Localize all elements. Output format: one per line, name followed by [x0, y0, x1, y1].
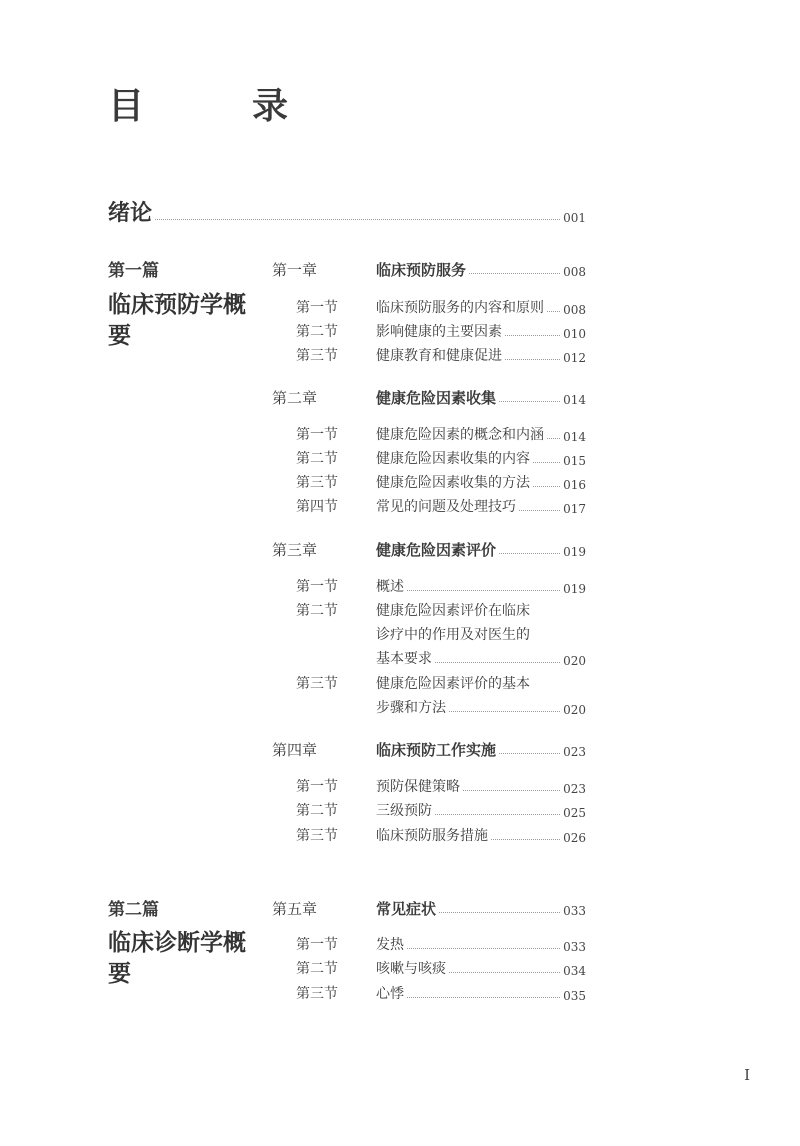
section-label: 第三节 [296, 828, 338, 844]
section-label: 第三节 [296, 986, 338, 1002]
toc-entry-chapter[interactable] [376, 386, 586, 410]
chapter-label: 第四章 [272, 741, 318, 759]
toc-entry-section[interactable] [376, 296, 586, 320]
entry-title: 常见症状 [376, 900, 437, 918]
page-number: 020 [563, 703, 586, 717]
entry-title-line: 诊疗中的作用及对医生的 [376, 627, 530, 643]
entry-title: 临床预防工作实施 [376, 741, 497, 759]
entry-title: 临床预防服务的内容和原则 [376, 300, 544, 316]
page-number: 010 [563, 327, 586, 341]
toc-entry-section[interactable] [376, 982, 586, 1006]
section-label: 第二节 [296, 603, 338, 619]
part-label: 第二篇 [108, 900, 159, 920]
page-number: 020 [563, 654, 586, 668]
dot-leader [491, 839, 560, 840]
page-number: 001 [563, 211, 586, 225]
toc-entry-chapter[interactable] [376, 258, 586, 282]
toc-entry-section[interactable] [376, 775, 586, 799]
page-title: 目 录 [108, 85, 325, 127]
page-number: 033 [563, 940, 586, 954]
section-label: 第四节 [296, 499, 338, 515]
toc-entry-section[interactable] [376, 495, 586, 519]
toc-entry-chapter[interactable] [376, 538, 586, 562]
chapter-label: 第五章 [272, 900, 318, 918]
dot-leader [449, 972, 560, 973]
section-label: 第三节 [296, 348, 338, 364]
entry-title: 预防保健策略 [376, 779, 460, 795]
toc-entry-chapter[interactable] [376, 897, 586, 921]
toc-entry-section[interactable] [376, 933, 586, 957]
chapter-label: 第一章 [272, 261, 318, 279]
page-number: 014 [563, 393, 586, 407]
section-label: 第一节 [296, 579, 338, 595]
entry-title: 健康危险因素评价 [376, 541, 497, 559]
entry-title: 步骤和方法 [376, 700, 446, 716]
page-number: 012 [563, 351, 586, 365]
toc-entry-section[interactable] [376, 696, 586, 720]
dot-leader [435, 814, 560, 815]
page-number: 016 [563, 478, 586, 492]
section-label: 第一节 [296, 779, 338, 795]
entry-title: 绪论 [108, 200, 153, 226]
entry-title: 健康教育和健康促进 [376, 348, 502, 364]
section-label: 第二节 [296, 961, 338, 977]
entry-title-line: 健康危险因素评价在临床 [376, 603, 530, 619]
section-label: 第一节 [296, 937, 338, 953]
chapter-label: 第三章 [272, 541, 318, 559]
entry-title: 健康危险因素收集 [376, 389, 497, 407]
part-label: 第一篇 [108, 261, 159, 281]
page-number: 023 [563, 745, 586, 759]
page-number: 035 [563, 989, 586, 1003]
page-number: 023 [563, 782, 586, 796]
toc-entry-section[interactable] [376, 471, 586, 495]
entry-title: 三级预防 [376, 803, 432, 819]
page-number: 026 [563, 831, 586, 845]
entry-title-line: 健康危险因素评价的基本 [376, 676, 530, 692]
dot-leader [547, 311, 560, 312]
entry-title: 健康危险因素收集的方法 [376, 475, 530, 491]
page-number: 025 [563, 806, 586, 820]
entry-title: 健康危险因素的概念和内涵 [376, 427, 544, 443]
dot-leader [499, 553, 560, 554]
dot-leader [155, 219, 560, 220]
entry-title: 健康危险因素收集的内容 [376, 451, 530, 467]
page-number: 019 [563, 582, 586, 596]
dot-leader [449, 711, 560, 712]
dot-leader [435, 662, 560, 663]
page-folio: I [744, 1066, 750, 1084]
dot-leader [533, 462, 560, 463]
toc-entry-section[interactable] [376, 824, 586, 848]
dot-leader [439, 912, 560, 913]
dot-leader [547, 438, 560, 439]
entry-title: 咳嗽与咳痰 [376, 961, 446, 977]
toc-entry-section[interactable] [376, 447, 586, 471]
section-label: 第二节 [296, 803, 338, 819]
toc-entry-intro[interactable] [108, 198, 586, 228]
dot-leader [407, 590, 560, 591]
dot-leader [499, 401, 560, 402]
entry-title: 心悸 [376, 986, 404, 1002]
section-label: 第二节 [296, 451, 338, 467]
part-name: 临床诊断学概要 [108, 929, 246, 987]
dot-leader [407, 997, 560, 998]
dot-leader [469, 273, 560, 274]
page-number: 017 [563, 502, 586, 516]
entry-title: 发热 [376, 937, 404, 953]
toc-entry-section[interactable] [376, 575, 586, 599]
dot-leader [463, 790, 560, 791]
dot-leader [533, 486, 560, 487]
page-number: 014 [563, 430, 586, 444]
toc-entry-section[interactable] [376, 320, 586, 344]
dot-leader [499, 753, 560, 754]
section-label: 第三节 [296, 475, 338, 491]
toc-entry-section[interactable] [376, 647, 586, 671]
dot-leader [519, 510, 560, 511]
page-number: 034 [563, 964, 586, 978]
dot-leader [505, 335, 560, 336]
section-label: 第一节 [296, 427, 338, 443]
chapter-label: 第二章 [272, 389, 318, 407]
part-name: 临床预防学概要 [108, 291, 246, 349]
entry-title: 概述 [376, 579, 404, 595]
page-number: 015 [563, 454, 586, 468]
entry-title: 常见的问题及处理技巧 [376, 499, 516, 515]
toc-entry-section[interactable] [376, 799, 586, 823]
page-number: 019 [563, 545, 586, 559]
page-number: 008 [563, 265, 586, 279]
toc-entry-section[interactable] [376, 344, 586, 368]
section-label: 第一节 [296, 300, 338, 316]
entry-title: 影响健康的主要因素 [376, 324, 502, 340]
entry-title: 临床预防服务措施 [376, 828, 488, 844]
entry-title: 基本要求 [376, 651, 432, 667]
section-label: 第三节 [296, 676, 338, 692]
toc-entry-section[interactable] [376, 957, 586, 981]
toc-entry-section[interactable] [376, 423, 586, 447]
toc-entry-chapter[interactable] [376, 738, 586, 762]
entry-title: 临床预防服务 [376, 261, 467, 279]
dot-leader [505, 359, 560, 360]
dot-leader [407, 948, 560, 949]
section-label: 第二节 [296, 324, 338, 340]
page-number: 033 [563, 904, 586, 918]
page-number: 008 [563, 303, 586, 317]
